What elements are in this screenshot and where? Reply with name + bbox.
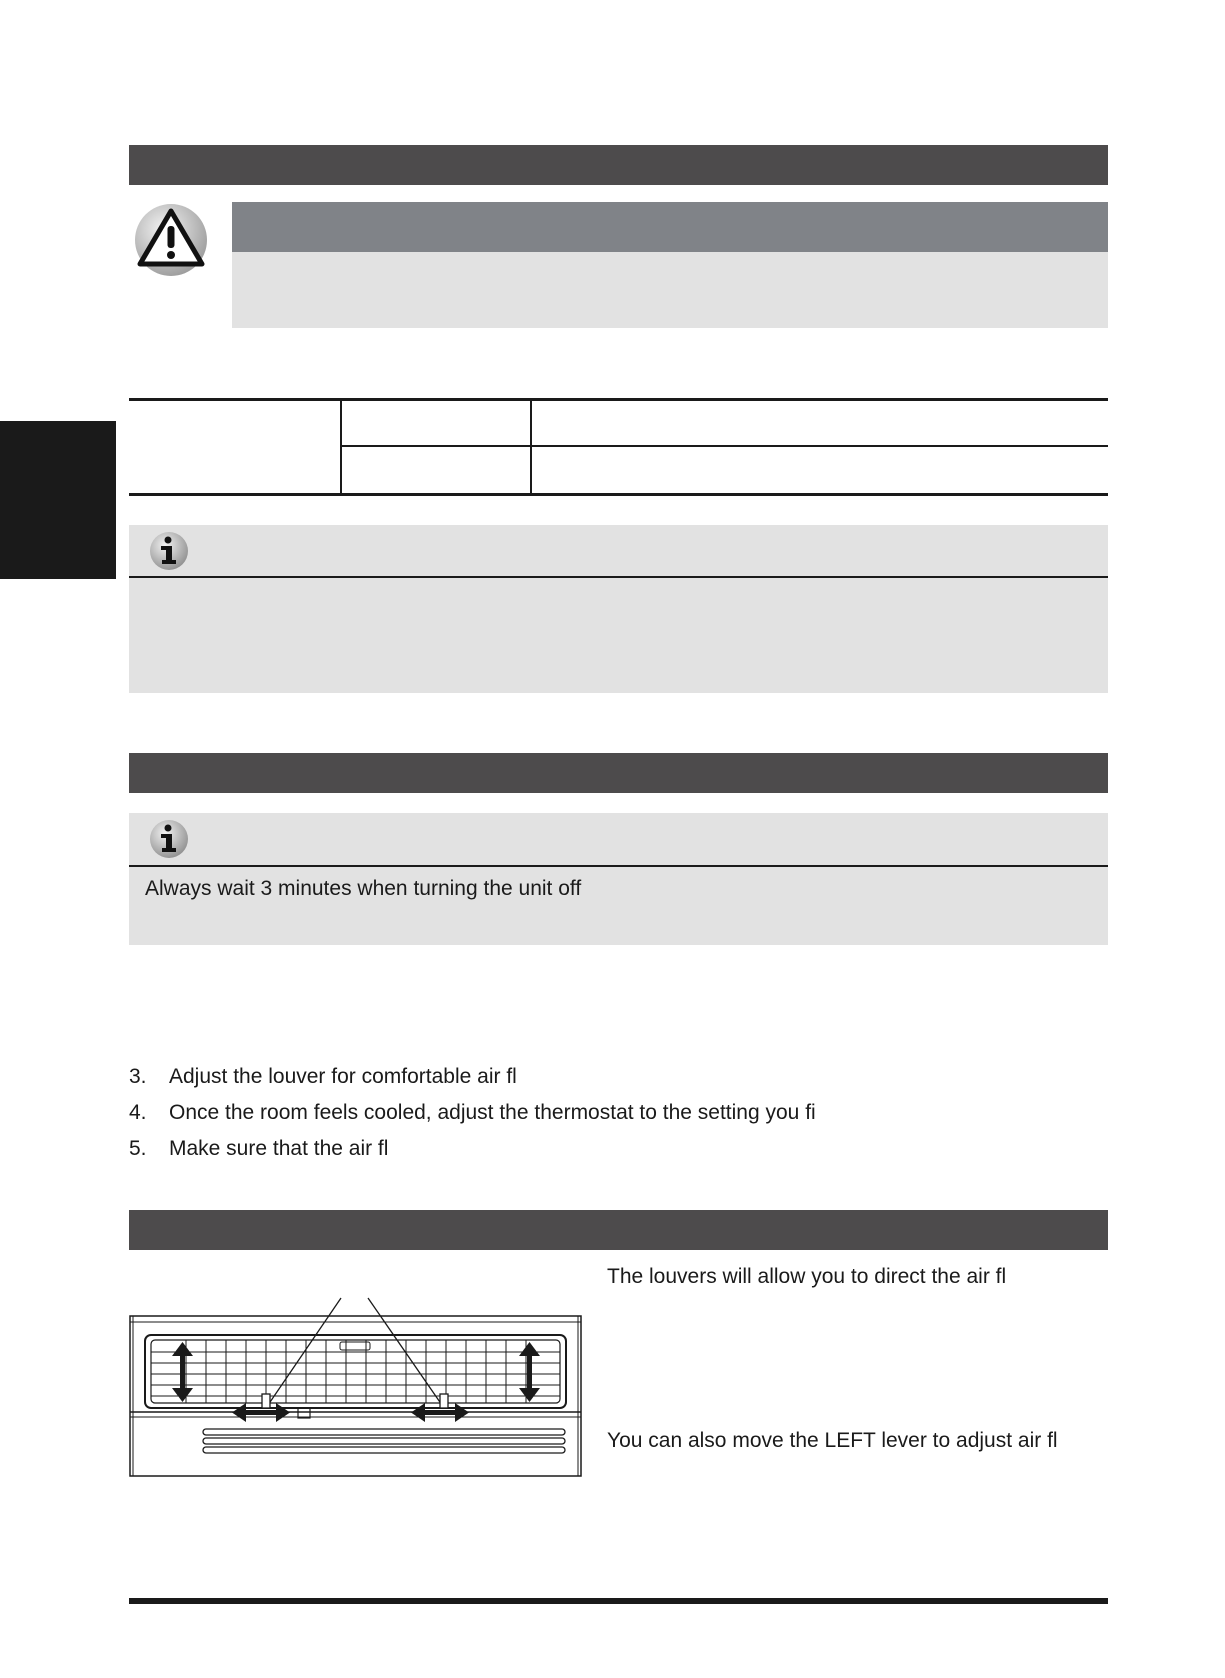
list-item-number: 4. (129, 1101, 147, 1124)
note-box-1-rule (129, 576, 1108, 578)
list-item-number: 3. (129, 1065, 147, 1088)
note-box-2-rule (129, 865, 1108, 867)
list-item: Adjust the louver for comfortable air fl (169, 1065, 517, 1088)
note-box-2 (129, 813, 1108, 945)
spec-table (129, 398, 1108, 496)
warning-box-header (232, 202, 1108, 252)
louver-illustration (128, 1290, 583, 1480)
info-icon (149, 819, 189, 859)
table-middle-rule (341, 445, 1108, 447)
louver-text-2: You can also move the LEFT lever to adjust air fl (607, 1429, 1058, 1452)
table-bottom-rule (129, 493, 1108, 496)
list-item-number: 5. (129, 1137, 147, 1160)
footer-rule (129, 1598, 1108, 1604)
section-header-bar-2 (129, 753, 1108, 793)
note-box-2-text: Always wait 3 minutes when turning the unit off (145, 877, 582, 900)
table-column-divider-2 (530, 398, 532, 496)
list-item: Once the room feels cooled, adjust the thermostat to the setting you fi (169, 1101, 816, 1124)
warning-box-body (232, 252, 1108, 328)
section-header-bar-3 (129, 1210, 1108, 1250)
louver-text-1: The louvers will allow you to direct the air fl (607, 1265, 1007, 1288)
section-header-bar-1 (129, 145, 1108, 185)
chapter-side-tab (0, 421, 116, 579)
list-item: Make sure that the air fl (169, 1137, 389, 1160)
info-icon (149, 531, 189, 571)
table-top-rule (129, 398, 1108, 401)
warning-triangle-icon (133, 202, 209, 278)
note-box-1 (129, 525, 1108, 693)
table-column-divider-1 (340, 398, 342, 496)
